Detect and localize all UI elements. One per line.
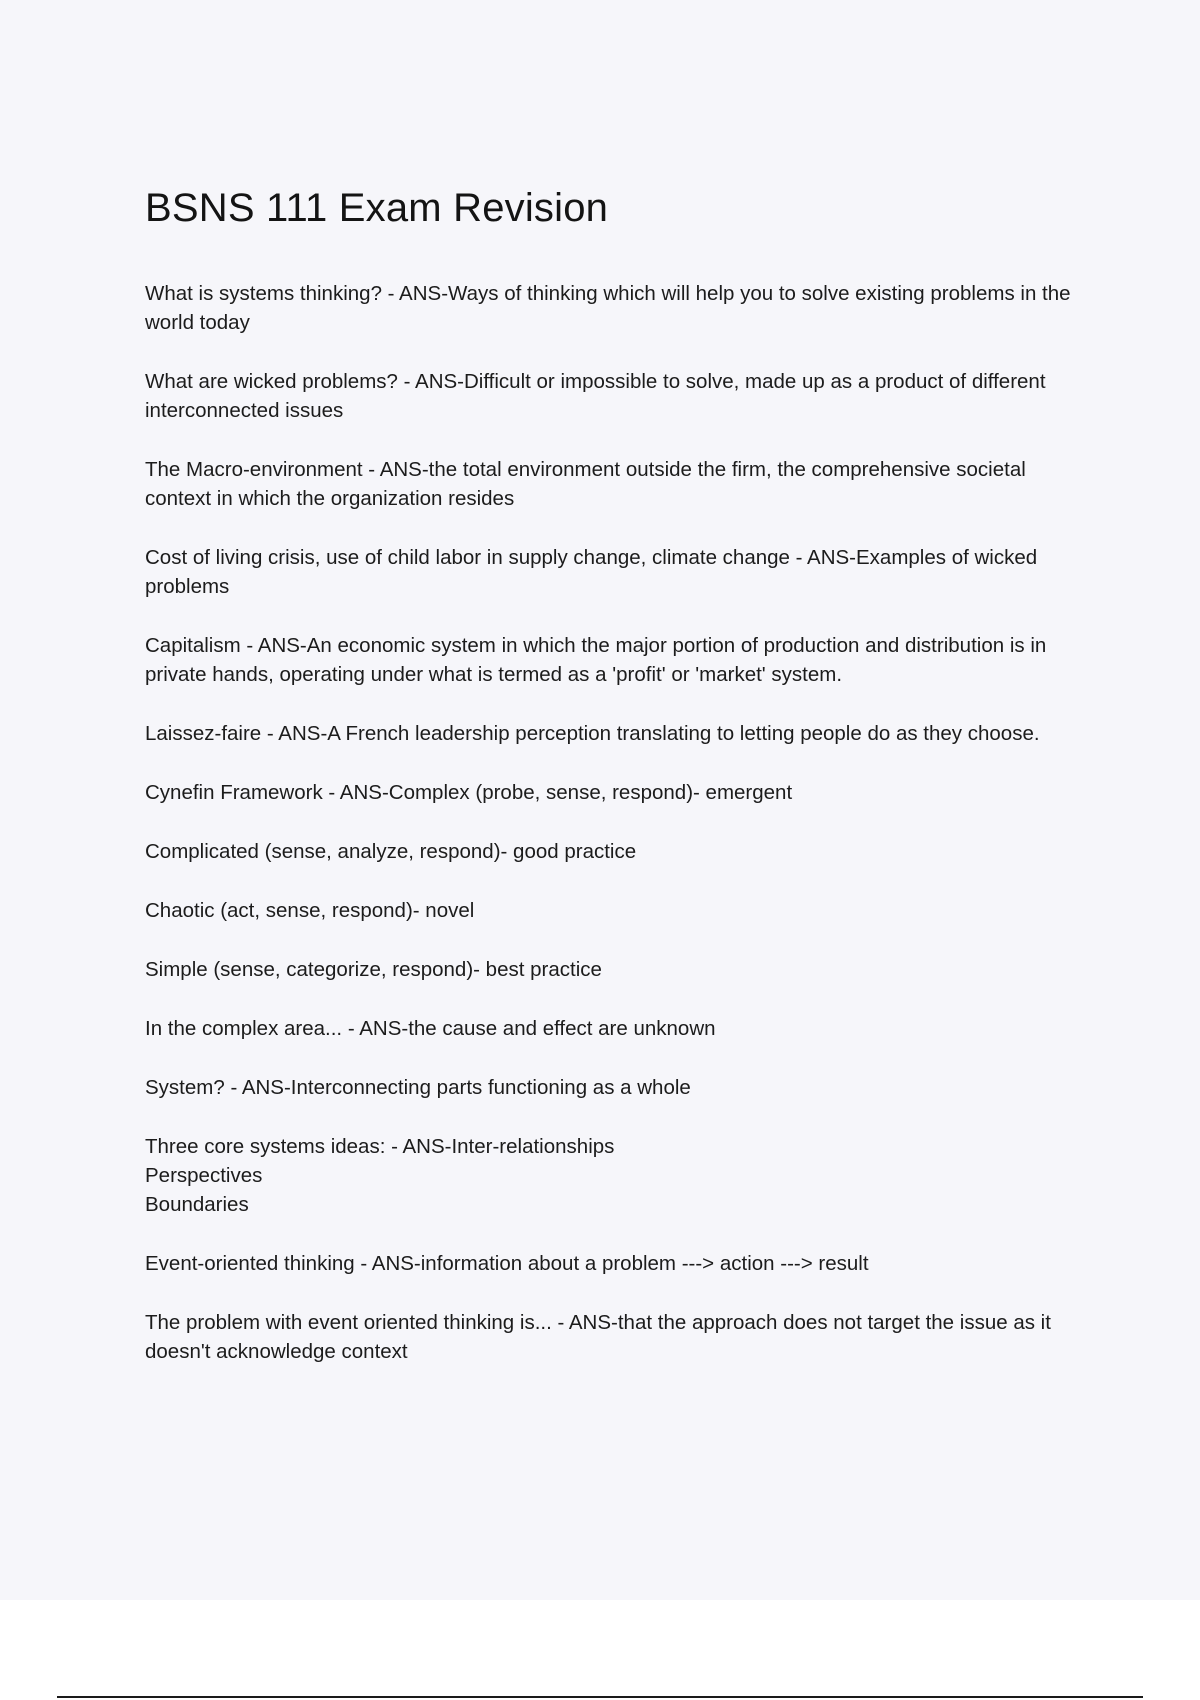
- document-title: BSNS 111 Exam Revision: [145, 186, 609, 230]
- revision-entry: Capitalism - ANS-An economic system in which the major portion of production and distribution is in private hands, operating under what is termed as a 'profit' or 'market' system.: [145, 634, 1047, 686]
- revision-entry: Chaotic (act, sense, respond)- novel: [145, 899, 475, 922]
- revision-entry: Complicated (sense, analyze, respond)- good practice: [145, 840, 637, 863]
- revision-entry: In the complex area... - ANS-the cause and effect are unknown: [145, 1017, 716, 1040]
- revision-entry: Cost of living crisis, use of child labor in supply change, climate change - ANS-Examples of wicked problems: [145, 546, 1038, 598]
- page-divider: [57, 1696, 1143, 1698]
- revision-entry: Laissez-faire - ANS-A French leadership perception translating to letting people do as they choose.: [145, 722, 1040, 745]
- revision-entry: Cynefin Framework - ANS-Complex (probe, sense, respond)- emergent: [145, 781, 793, 804]
- revision-entry: Three core systems ideas: - ANS-Inter-relationships Perspectives Boundaries: [145, 1135, 615, 1216]
- revision-entry: System? - ANS-Interconnecting parts functioning as a whole: [145, 1076, 691, 1099]
- revision-entries: [145, 279, 1095, 1396]
- revision-entry: What are wicked problems? - ANS-Difficult or impossible to solve, made up as a product of different interconnected issues: [145, 370, 1046, 422]
- revision-entry: The problem with event oriented thinking is... - ANS-that the approach does not target the issue as it doesn't acknowledge context: [145, 1311, 1051, 1363]
- revision-entry: Simple (sense, categorize, respond)- best practice: [145, 958, 602, 981]
- revision-entry: The Macro-environment - ANS-the total environment outside the firm, the comprehensive societal context in which the organization resides: [145, 458, 1026, 510]
- revision-entry: What is systems thinking? - ANS-Ways of thinking which will help you to solve existing problems in the world today: [145, 282, 1071, 334]
- revision-entry: Event-oriented thinking - ANS-information about a problem ---> action ---> result: [145, 1252, 869, 1275]
